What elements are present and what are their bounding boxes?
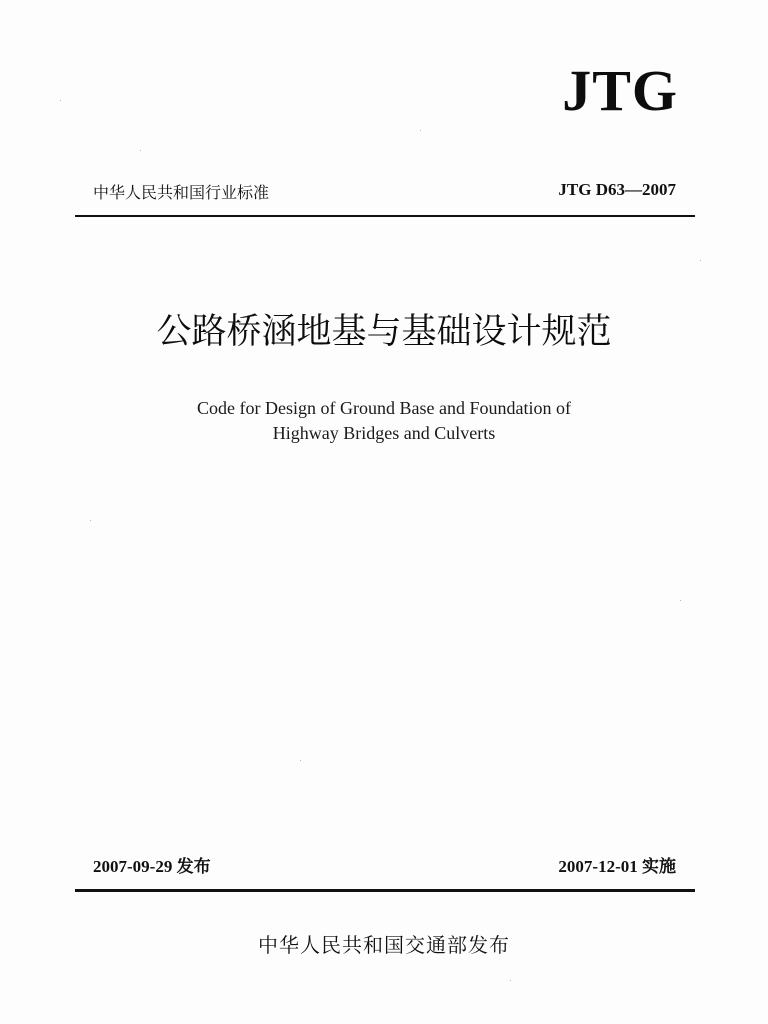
english-title-line-2: Highway Bridges and Culverts [272, 423, 496, 443]
standard-category: 中华人民共和国行业标准 [93, 183, 270, 202]
scan-speck [700, 260, 701, 261]
scan-speck [60, 100, 61, 101]
scan-speck [300, 760, 301, 761]
implementation-date: 2007-12-01 实施 [558, 857, 676, 876]
header-divider [75, 215, 695, 217]
issue-date: 2007-09-29 发布 [93, 857, 211, 876]
document-title-chinese: 公路桥涵地基与基础设计规范 [156, 312, 612, 352]
english-title-line-1: Code for Design of Ground Base and Foundation of [197, 398, 571, 418]
footer-divider [75, 889, 695, 892]
scan-speck [90, 520, 91, 521]
scan-speck [680, 600, 681, 601]
scan-speck [140, 150, 141, 151]
document-title-english [0, 396, 768, 446]
jtg-logo: JTG [562, 58, 678, 123]
scan-speck [510, 980, 511, 981]
scan-speck [420, 130, 421, 131]
publisher: 中华人民共和国交通部发布 [258, 933, 510, 957]
standard-number: JTG D63—2007 [558, 180, 676, 199]
